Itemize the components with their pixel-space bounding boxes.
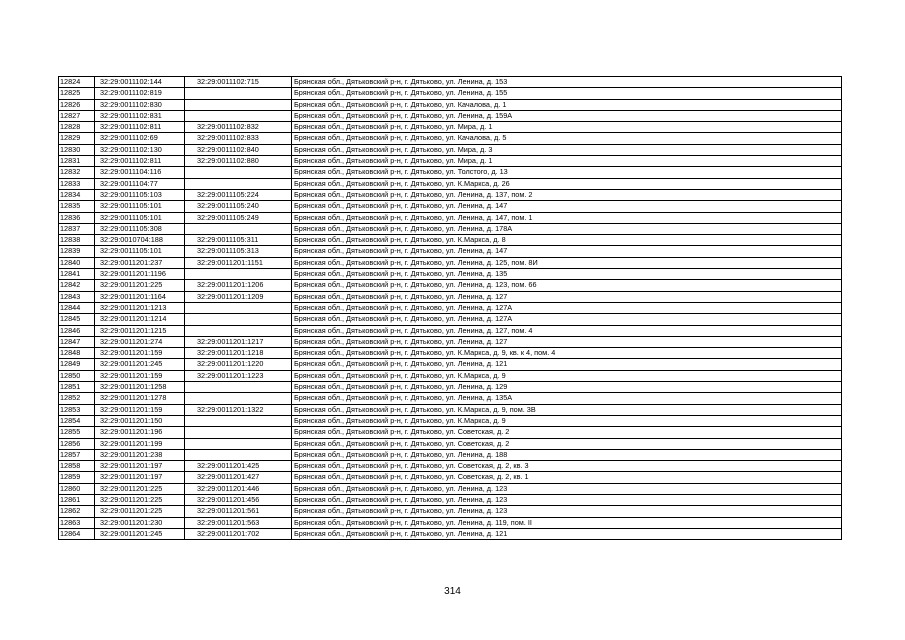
related-cadastral-number-cell: 32:29:0011201:1217: [185, 336, 292, 347]
table-row: [59, 156, 842, 167]
related-cadastral-number-cell: 32:29:0011201:427: [185, 472, 292, 483]
cadastral-number-cell: 32:29:0011102:811: [95, 122, 185, 133]
related-cadastral-number-cell: [185, 88, 292, 99]
table-row: [59, 382, 842, 393]
table-row: [59, 167, 842, 178]
address-cell: Брянская обл., Дятьковский р-н, г. Дятьково, ул. Ленина, д. 121: [292, 359, 842, 370]
table-row: [59, 133, 842, 144]
cadastral-number-cell: 32:29:0011201:197: [95, 461, 185, 472]
related-cadastral-number-cell: [185, 314, 292, 325]
cadastral-number-cell: 32:29:0010704:188: [95, 235, 185, 246]
address-cell: Брянская обл., Дятьковский р-н, г. Дятьково, ул. К.Маркса, д. 9, пом. 3В: [292, 404, 842, 415]
row-number-cell: 12827: [59, 110, 95, 121]
row-number-cell: 12846: [59, 325, 95, 336]
address-cell: Брянская обл., Дятьковский р-н, г. Дятьково, ул. К.Маркса, д. 8: [292, 235, 842, 246]
table-row: [59, 472, 842, 483]
cadastral-number-cell: 32:29:0011201:159: [95, 348, 185, 359]
cadastral-number-cell: 32:29:0011201:1213: [95, 302, 185, 313]
row-number-cell: 12864: [59, 528, 95, 539]
table-row: [59, 528, 842, 539]
cadastral-number-cell: 32:29:0011105:101: [95, 212, 185, 223]
related-cadastral-number-cell: [185, 415, 292, 426]
cadastral-number-cell: 32:29:0011201:197: [95, 472, 185, 483]
cadastral-number-cell: 32:29:0011201:225: [95, 483, 185, 494]
related-cadastral-number-cell: 32:29:0011201:563: [185, 517, 292, 528]
address-cell: Брянская обл., Дятьковский р-н, г. Дятьково, ул. Ленина, д. 127: [292, 291, 842, 302]
table-row: [59, 110, 842, 121]
table-row: [59, 257, 842, 268]
table-row: [59, 449, 842, 460]
address-cell: Брянская обл., Дятьковский р-н, г. Дятьково, ул. Качалова, д. 5: [292, 133, 842, 144]
related-cadastral-number-cell: 32:29:0011102:880: [185, 156, 292, 167]
row-number-cell: 12861: [59, 494, 95, 505]
row-number-cell: 12844: [59, 302, 95, 313]
address-cell: Брянская обл., Дятьковский р-н, г. Дятьково, ул. Ленина, д. 123, пом. 66: [292, 280, 842, 291]
row-number-cell: 12833: [59, 178, 95, 189]
row-number-cell: 12825: [59, 88, 95, 99]
cadastral-number-cell: 32:29:0011105:308: [95, 223, 185, 234]
row-number-cell: 12835: [59, 201, 95, 212]
table-row: [59, 201, 842, 212]
table-row: [59, 314, 842, 325]
cadastral-number-cell: 32:29:0011102:69: [95, 133, 185, 144]
cadastral-number-cell: 32:29:0011104:116: [95, 167, 185, 178]
table-row: [59, 280, 842, 291]
related-cadastral-number-cell: [185, 178, 292, 189]
address-cell: Брянская обл., Дятьковский р-н, г. Дятьково, ул. Ленина, д. 135: [292, 269, 842, 280]
address-cell: Брянская обл., Дятьковский р-н, г. Дятьково, ул. Ленина, д. 153: [292, 77, 842, 88]
address-cell: Брянская обл., Дятьковский р-н, г. Дятьково, ул. Ленина, д. 159А: [292, 110, 842, 121]
address-cell: Брянская обл., Дятьковский р-н, г. Дятьково, ул. Ленина, д. 137, пом. 2: [292, 189, 842, 200]
row-number-cell: 12850: [59, 370, 95, 381]
row-number-cell: 12853: [59, 404, 95, 415]
cadastral-number-cell: 32:29:0011201:1164: [95, 291, 185, 302]
address-cell: Брянская обл., Дятьковский р-н, г. Дятьково, ул. Ленина, д. 121: [292, 528, 842, 539]
cadastral-number-cell: 32:29:0011201:1196: [95, 269, 185, 280]
registry-table-body: [59, 77, 842, 540]
address-cell: Брянская обл., Дятьковский р-н, г. Дятьково, ул. Ленина, д. 123: [292, 494, 842, 505]
related-cadastral-number-cell: [185, 302, 292, 313]
table-row: [59, 427, 842, 438]
address-cell: Брянская обл., Дятьковский р-н, г. Дятьково, ул. Ленина, д. 127, пом. 4: [292, 325, 842, 336]
address-cell: Брянская обл., Дятьковский р-н, г. Дятьково, ул. Ленина, д. 147: [292, 201, 842, 212]
related-cadastral-number-cell: [185, 438, 292, 449]
cadastral-number-cell: 32:29:0011201:245: [95, 528, 185, 539]
related-cadastral-number-cell: 32:29:0011201:702: [185, 528, 292, 539]
related-cadastral-number-cell: [185, 427, 292, 438]
table-row: [59, 235, 842, 246]
table-row: [59, 99, 842, 110]
table-row: [59, 393, 842, 404]
row-number-cell: 12855: [59, 427, 95, 438]
table-row: [59, 359, 842, 370]
related-cadastral-number-cell: 32:29:0011102:833: [185, 133, 292, 144]
table-row: [59, 483, 842, 494]
cadastral-number-cell: 32:29:0011102:144: [95, 77, 185, 88]
cadastral-number-cell: 32:29:0011105:101: [95, 201, 185, 212]
related-cadastral-number-cell: 32:29:0011105:224: [185, 189, 292, 200]
row-number-cell: 12838: [59, 235, 95, 246]
address-cell: Брянская обл., Дятьковский р-н, г. Дятьково, ул. Ленина, д. 178А: [292, 223, 842, 234]
row-number-cell: 12841: [59, 269, 95, 280]
address-cell: Брянская обл., Дятьковский р-н, г. Дятьково, ул. Мира, д. 3: [292, 144, 842, 155]
cadastral-number-cell: 32:29:0011201:196: [95, 427, 185, 438]
table-row: [59, 494, 842, 505]
row-number-cell: 12848: [59, 348, 95, 359]
related-cadastral-number-cell: 32:29:0011102:715: [185, 77, 292, 88]
cadastral-number-cell: 32:29:0011201:245: [95, 359, 185, 370]
related-cadastral-number-cell: 32:29:0011201:1151: [185, 257, 292, 268]
related-cadastral-number-cell: 32:29:0011102:832: [185, 122, 292, 133]
related-cadastral-number-cell: [185, 382, 292, 393]
row-number-cell: 12837: [59, 223, 95, 234]
row-number-cell: 12847: [59, 336, 95, 347]
table-row: [59, 144, 842, 155]
related-cadastral-number-cell: 32:29:0011201:1206: [185, 280, 292, 291]
cadastral-number-cell: 32:29:0011201:159: [95, 370, 185, 381]
cadastral-number-cell: 32:29:0011201:1215: [95, 325, 185, 336]
address-cell: Брянская обл., Дятьковский р-н, г. Дятьково, ул. Ленина, д. 123: [292, 506, 842, 517]
row-number-cell: 12852: [59, 393, 95, 404]
related-cadastral-number-cell: 32:29:0011201:1223: [185, 370, 292, 381]
registry-table: [58, 76, 842, 540]
cadastral-number-cell: 32:29:0011201:150: [95, 415, 185, 426]
related-cadastral-number-cell: 32:29:0011105:311: [185, 235, 292, 246]
address-cell: Брянская обл., Дятьковский р-н, г. Дятьково, ул. Ленина, д. 125, пом. 8И: [292, 257, 842, 268]
row-number-cell: 12839: [59, 246, 95, 257]
row-number-cell: 12860: [59, 483, 95, 494]
row-number-cell: 12845: [59, 314, 95, 325]
table-row: [59, 336, 842, 347]
cadastral-number-cell: 32:29:0011201:159: [95, 404, 185, 415]
row-number-cell: 12851: [59, 382, 95, 393]
cadastral-number-cell: 32:29:0011102:811: [95, 156, 185, 167]
row-number-cell: 12857: [59, 449, 95, 460]
row-number-cell: 12829: [59, 133, 95, 144]
related-cadastral-number-cell: 32:29:0011201:425: [185, 461, 292, 472]
cadastral-number-cell: 32:29:0011201:230: [95, 517, 185, 528]
cadastral-number-cell: 32:29:0011201:237: [95, 257, 185, 268]
row-number-cell: 12834: [59, 189, 95, 200]
table-row: [59, 302, 842, 313]
address-cell: Брянская обл., Дятьковский р-н, г. Дятьково, ул. Ленина, д. 129: [292, 382, 842, 393]
related-cadastral-number-cell: [185, 325, 292, 336]
table-row: [59, 223, 842, 234]
address-cell: Брянская обл., Дятьковский р-н, г. Дятьково, ул. К.Маркса, д. 9: [292, 370, 842, 381]
address-cell: Брянская обл., Дятьковский р-н, г. Дятьково, ул. Ленина, д. 188: [292, 449, 842, 460]
table-row: [59, 438, 842, 449]
table-row: [59, 178, 842, 189]
table-row: [59, 325, 842, 336]
cadastral-number-cell: 32:29:0011201:225: [95, 280, 185, 291]
address-cell: Брянская обл., Дятьковский р-н, г. Дятьково, ул. Ленина, д. 147, пом. 1: [292, 212, 842, 223]
table-row: [59, 404, 842, 415]
row-number-cell: 12840: [59, 257, 95, 268]
table-row: [59, 517, 842, 528]
cadastral-number-cell: 32:29:0011102:830: [95, 99, 185, 110]
related-cadastral-number-cell: [185, 167, 292, 178]
related-cadastral-number-cell: [185, 449, 292, 460]
related-cadastral-number-cell: [185, 223, 292, 234]
related-cadastral-number-cell: [185, 110, 292, 121]
cadastral-number-cell: 32:29:0011201:225: [95, 494, 185, 505]
cadastral-number-cell: 32:29:0011201:225: [95, 506, 185, 517]
row-number-cell: 12824: [59, 77, 95, 88]
related-cadastral-number-cell: 32:29:0011102:840: [185, 144, 292, 155]
row-number-cell: 12828: [59, 122, 95, 133]
address-cell: Брянская обл., Дятьковский р-н, г. Дятьково, ул. Советская, д. 2: [292, 438, 842, 449]
cadastral-number-cell: 32:29:0011105:101: [95, 246, 185, 257]
cadastral-number-cell: 32:29:0011104:77: [95, 178, 185, 189]
row-number-cell: 12858: [59, 461, 95, 472]
cadastral-number-cell: 32:29:0011201:1278: [95, 393, 185, 404]
cadastral-number-cell: 32:29:0011201:199: [95, 438, 185, 449]
table-row: [59, 212, 842, 223]
address-cell: Брянская обл., Дятьковский р-н, г. Дятьково, ул. Толстого, д. 13: [292, 167, 842, 178]
row-number-cell: 12854: [59, 415, 95, 426]
address-cell: Брянская обл., Дятьковский р-н, г. Дятьково, ул. Ленина, д. 127А: [292, 302, 842, 313]
table-row: [59, 415, 842, 426]
address-cell: Брянская обл., Дятьковский р-н, г. Дятьково, ул. Советская, д. 2, кв. 3: [292, 461, 842, 472]
address-cell: Брянская обл., Дятьковский р-н, г. Дятьково, ул. К.Маркса, д. 9: [292, 415, 842, 426]
address-cell: Брянская обл., Дятьковский р-н, г. Дятьково, ул. Ленина, д. 155: [292, 88, 842, 99]
address-cell: Брянская обл., Дятьковский р-н, г. Дятьково, ул. К.Маркса, д. 9, кв. к 4, пом. 4: [292, 348, 842, 359]
cadastral-number-cell: 32:29:0011201:1258: [95, 382, 185, 393]
table-row: [59, 189, 842, 200]
address-cell: Брянская обл., Дятьковский р-н, г. Дятьково, ул. Мира, д. 1: [292, 156, 842, 167]
related-cadastral-number-cell: 32:29:0011105:249: [185, 212, 292, 223]
table-row: [59, 269, 842, 280]
related-cadastral-number-cell: 32:29:0011201:1322: [185, 404, 292, 415]
row-number-cell: 12830: [59, 144, 95, 155]
table-row: [59, 246, 842, 257]
table-row: [59, 77, 842, 88]
row-number-cell: 12863: [59, 517, 95, 528]
row-number-cell: 12831: [59, 156, 95, 167]
row-number-cell: 12849: [59, 359, 95, 370]
table-row: [59, 370, 842, 381]
row-number-cell: 12826: [59, 99, 95, 110]
related-cadastral-number-cell: 32:29:0011105:313: [185, 246, 292, 257]
row-number-cell: 12832: [59, 167, 95, 178]
address-cell: Брянская обл., Дятьковский р-н, г. Дятьково, ул. Ленина, д. 127: [292, 336, 842, 347]
row-number-cell: 12862: [59, 506, 95, 517]
cadastral-number-cell: 32:29:0011105:103: [95, 189, 185, 200]
address-cell: Брянская обл., Дятьковский р-н, г. Дятьково, ул. Ленина, д. 119, пом. II: [292, 517, 842, 528]
row-number-cell: 12859: [59, 472, 95, 483]
cadastral-number-cell: 32:29:0011201:238: [95, 449, 185, 460]
related-cadastral-number-cell: 32:29:0011201:1218: [185, 348, 292, 359]
address-cell: Брянская обл., Дятьковский р-н, г. Дятьково, ул. Советская, д. 2, кв. 1: [292, 472, 842, 483]
table-row: [59, 88, 842, 99]
related-cadastral-number-cell: 32:29:0011201:1220: [185, 359, 292, 370]
address-cell: Брянская обл., Дятьковский р-н, г. Дятьково, ул. Ленина, д. 123: [292, 483, 842, 494]
address-cell: Брянская обл., Дятьковский р-н, г. Дятьково, ул. Ленина, д. 127А: [292, 314, 842, 325]
cadastral-number-cell: 32:29:0011102:819: [95, 88, 185, 99]
address-cell: Брянская обл., Дятьковский р-н, г. Дятьково, ул. Мира, д. 1: [292, 122, 842, 133]
table-row: [59, 122, 842, 133]
related-cadastral-number-cell: 32:29:0011105:240: [185, 201, 292, 212]
row-number-cell: 12843: [59, 291, 95, 302]
page-number: 314: [444, 586, 461, 597]
address-cell: Брянская обл., Дятьковский р-н, г. Дятьково, ул. К.Маркса, д. 26: [292, 178, 842, 189]
related-cadastral-number-cell: 32:29:0011201:446: [185, 483, 292, 494]
related-cadastral-number-cell: [185, 99, 292, 110]
address-cell: Брянская обл., Дятьковский р-н, г. Дятьково, ул. Ленина, д. 147: [292, 246, 842, 257]
table-row: [59, 461, 842, 472]
table-row: [59, 291, 842, 302]
cadastral-number-cell: 32:29:0011102:831: [95, 110, 185, 121]
table-row: [59, 506, 842, 517]
table-row: [59, 348, 842, 359]
cadastral-number-cell: 32:29:0011102:130: [95, 144, 185, 155]
related-cadastral-number-cell: 32:29:0011201:561: [185, 506, 292, 517]
row-number-cell: 12836: [59, 212, 95, 223]
related-cadastral-number-cell: 32:29:0011201:1209: [185, 291, 292, 302]
related-cadastral-number-cell: 32:29:0011201:456: [185, 494, 292, 505]
address-cell: Брянская обл., Дятьковский р-н, г. Дятьково, ул. Ленина, д. 135А: [292, 393, 842, 404]
related-cadastral-number-cell: [185, 269, 292, 280]
cadastral-number-cell: 32:29:0011201:274: [95, 336, 185, 347]
row-number-cell: 12842: [59, 280, 95, 291]
address-cell: Брянская обл., Дятьковский р-н, г. Дятьково, ул. Советская, д. 2: [292, 427, 842, 438]
cadastral-number-cell: 32:29:0011201:1214: [95, 314, 185, 325]
row-number-cell: 12856: [59, 438, 95, 449]
address-cell: Брянская обл., Дятьковский р-н, г. Дятьково, ул. Качалова, д. 1: [292, 99, 842, 110]
related-cadastral-number-cell: [185, 393, 292, 404]
